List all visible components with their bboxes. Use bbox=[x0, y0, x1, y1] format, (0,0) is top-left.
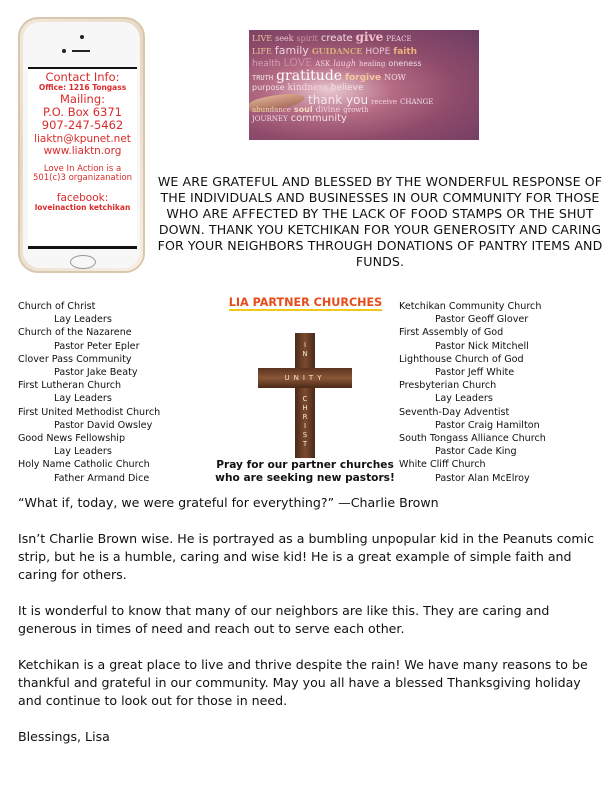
phone-screen bbox=[28, 67, 137, 249]
cross-letters-bottom bbox=[295, 395, 315, 449]
word-cloud-word: thank you bbox=[308, 92, 369, 107]
church-leader: Lay Leaders bbox=[54, 446, 112, 458]
word-cloud-word: GUIDANCE bbox=[311, 45, 363, 56]
word-cloud-word: HOPE bbox=[365, 46, 391, 57]
signoff: Blessings, Lisa bbox=[18, 729, 110, 744]
word-cloud-word: soul bbox=[293, 105, 313, 115]
church-name: First United Methodist Church bbox=[18, 406, 161, 418]
word-cloud-word: create bbox=[320, 33, 353, 44]
body-paragraph-3: Ketchikan is a great place to live and thrive despite the rain! We have many reasons to be thankful and grateful in our community. May you all have a blessed Thanksgiving holiday and continue to look out for those in need. bbox=[18, 657, 588, 708]
word-cloud-row bbox=[252, 69, 476, 84]
word-cloud-word: healing bbox=[359, 59, 386, 68]
nonprofit-line-1: Love In Action is a bbox=[43, 163, 122, 174]
word-cloud-word: JOURNEY bbox=[252, 115, 288, 124]
contact-title: Contact Info: bbox=[45, 70, 120, 84]
church-leader: Pastor Nick Mitchell bbox=[435, 340, 529, 352]
phone-contact-card bbox=[18, 17, 145, 273]
church-name: First Assembly of God bbox=[399, 327, 504, 339]
partner-churches-title bbox=[218, 296, 393, 309]
body-paragraph-2: It is wonderful to know that many of our neighbors are like this. They are caring and generous in times of need and reach out to serve each other. bbox=[18, 603, 550, 636]
cross-letter: C bbox=[302, 395, 308, 403]
mailing-label: Mailing: bbox=[59, 91, 106, 106]
unity-in-christ-cross-icon bbox=[258, 333, 352, 458]
po-box: P.O. Box 6371 bbox=[43, 105, 122, 120]
word-cloud-word: abundance bbox=[252, 106, 291, 115]
website-link[interactable]: www.liaktn.org bbox=[43, 144, 122, 157]
pray-for-partners-note bbox=[210, 459, 400, 484]
phone-camera-icon bbox=[80, 35, 84, 39]
word-cloud-word: PEACE bbox=[386, 35, 412, 43]
word-cloud-rows bbox=[252, 31, 476, 139]
word-cloud-word: health bbox=[252, 58, 281, 69]
nonprofit-line-2: 501(c)3 organizanation bbox=[32, 173, 133, 184]
word-cloud-row bbox=[252, 106, 476, 114]
church-name: Seventh-Day Adventist bbox=[399, 406, 510, 418]
church-leader: Lay Leaders bbox=[435, 393, 493, 405]
partner-churches-right-list bbox=[399, 300, 599, 485]
pray-line-2: who are seeking new pastors! bbox=[215, 471, 395, 484]
word-cloud-word: laugh bbox=[333, 58, 357, 68]
thank-you-headline: WE ARE GRATEFUL AND BLESSED BY THE WONDERFUL RESPONSE OF THE INDIVIDUALS AND BUSINESSES IN OUR COMMUNITY FOR THOSE WHO ARE AFFECTED BY THE LACK OF FOOD STAMPS OR THE SHUT DOWN. THANK YOU KETCHIKAN FOR YOUR GENEROSITY AND CARING FOR YOUR NEIGHBORS THROUGH DONATIONS OF PANTRY ITEMS AND FUNDS. bbox=[157, 174, 603, 269]
cross-letter: T bbox=[302, 440, 308, 448]
word-cloud-word: oneness bbox=[388, 58, 422, 68]
church-name: Holy Name Catholic Church bbox=[18, 459, 150, 471]
pray-line-1: Pray for our partner churches bbox=[216, 459, 394, 471]
phone-sensor-icon bbox=[62, 49, 66, 53]
word-cloud-word: faith bbox=[393, 46, 418, 57]
phone-speaker-icon bbox=[72, 50, 90, 52]
cross-letters-top bbox=[295, 341, 315, 359]
church-leader: Pastor David Owsley bbox=[54, 419, 153, 431]
email-link[interactable]: liaktn@kpunet.net bbox=[34, 132, 131, 145]
facebook-handle[interactable]: loveinaction ketchikan bbox=[34, 203, 131, 213]
word-cloud-word: divine bbox=[315, 105, 341, 115]
cross-letter: I bbox=[303, 341, 307, 349]
cross-letter: R bbox=[302, 413, 308, 421]
charlie-brown-quote: “What if, today, we were grateful for everything?” —Charlie Brown bbox=[18, 495, 439, 510]
word-cloud-word: LIFE bbox=[252, 46, 272, 56]
word-cloud-word: ASK bbox=[315, 59, 331, 68]
word-cloud-word: growth bbox=[343, 106, 369, 115]
cross-letter: I bbox=[303, 422, 307, 430]
church-leader: Lay Leaders bbox=[54, 393, 112, 405]
church-leader: Pastor Geoff Glover bbox=[435, 314, 529, 326]
cross-letter: N bbox=[302, 350, 308, 358]
church-name: Lighthouse Church of God bbox=[399, 353, 524, 365]
word-cloud-word: TRUTH bbox=[252, 74, 274, 83]
word-cloud-row bbox=[252, 94, 476, 107]
church-leader: Pastor Peter Epler bbox=[54, 340, 140, 352]
church-name: Ketchikan Community Church bbox=[399, 301, 542, 312]
church-name: First Lutheran Church bbox=[18, 380, 122, 392]
church-leader: Pastor Jake Beaty bbox=[54, 367, 138, 379]
word-cloud-word: gratitude bbox=[276, 68, 343, 85]
letter-body bbox=[18, 494, 603, 764]
church-leader: Pastor Craig Hamilton bbox=[435, 419, 540, 431]
phone-home-button-icon bbox=[70, 255, 96, 269]
word-cloud-row bbox=[252, 114, 476, 125]
church-leader: Father Armand Dice bbox=[54, 472, 150, 484]
church-name: Good News Fellowship bbox=[18, 433, 126, 445]
cross-letter: H bbox=[302, 404, 308, 412]
word-cloud-word: family bbox=[274, 43, 309, 57]
body-paragraph-1: Isn’t Charlie Brown wise. He is portrayed as a bumbling unpopular kid in the Peanuts comic strip, but he is a humble, caring and wise kid! He is a great example of simple faith and caring for others. bbox=[18, 531, 595, 582]
word-cloud-word: believe bbox=[330, 83, 364, 94]
word-cloud-word: purpose bbox=[252, 83, 285, 93]
word-cloud-word: LOVE bbox=[283, 55, 313, 69]
church-name: Presbyterian Church bbox=[399, 380, 497, 392]
church-name: Church of Christ bbox=[18, 301, 96, 312]
gratitude-word-cloud-image bbox=[249, 30, 479, 140]
phone-number[interactable]: 907-247-5462 bbox=[41, 118, 124, 133]
church-leader: Pastor Jeff White bbox=[435, 367, 515, 379]
church-name: South Tongass Alliance Church bbox=[399, 433, 546, 445]
word-cloud-word: CHANGE bbox=[399, 97, 434, 106]
word-cloud-word: community bbox=[290, 113, 347, 125]
word-cloud-word: kindness bbox=[287, 83, 328, 94]
facebook-label: facebook: bbox=[56, 192, 109, 205]
word-cloud-word: seek bbox=[275, 34, 294, 43]
partner-churches-title-text: LIA PARTNER CHURCHES bbox=[228, 296, 383, 309]
partner-churches-left-list bbox=[18, 300, 208, 485]
church-leader: Lay Leaders bbox=[54, 314, 112, 326]
word-cloud-word: forgive bbox=[345, 73, 382, 84]
word-cloud-word: receive bbox=[371, 97, 397, 106]
word-cloud-row bbox=[252, 31, 476, 45]
church-leader: Pastor Cade King bbox=[435, 446, 517, 458]
church-name: Church of the Nazarene bbox=[18, 327, 132, 339]
cross-word-unity: UNITY bbox=[284, 374, 326, 382]
word-cloud-word: LIVE bbox=[252, 34, 273, 43]
cross-letter: S bbox=[302, 431, 308, 439]
office-address: Office: 1216 Tongass bbox=[38, 83, 127, 93]
church-leader: Pastor Alan McElroy bbox=[435, 472, 530, 484]
church-name: White Cliff Church bbox=[399, 459, 486, 471]
word-cloud-word: spirit bbox=[296, 34, 318, 43]
word-cloud-word: give bbox=[355, 30, 384, 44]
church-name: Clover Pass Community bbox=[18, 353, 132, 365]
word-cloud-word: NOW bbox=[384, 73, 406, 83]
